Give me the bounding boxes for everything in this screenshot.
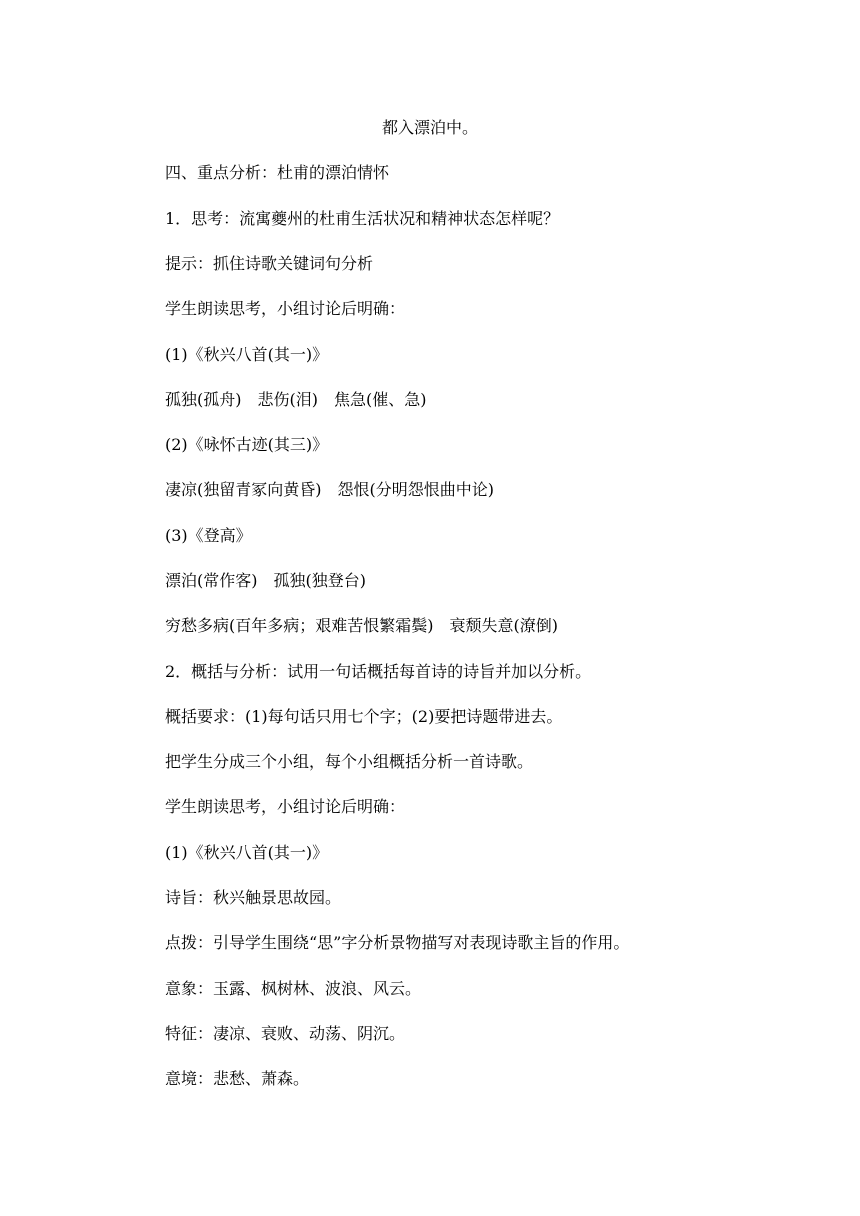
continued-sentence: 都入漂泊中。 bbox=[381, 118, 478, 137]
poem-3-analysis-a: 漂泊(常作客) 孤独(独登台) bbox=[165, 571, 366, 590]
student-instruction: 学生朗读思考，小组讨论后明确： bbox=[165, 299, 406, 318]
guidance: 点拨：引导学生围绕“思”字分析景物描写对表现诗歌主旨的作用。 bbox=[165, 933, 630, 952]
section-heading: 四、重点分析：杜甫的漂泊情怀 bbox=[165, 163, 390, 182]
poem-1-analysis: 孤独(孤舟) 悲伤(泪) 焦急(催、急) bbox=[165, 390, 427, 409]
poem-2-analysis: 凄凉(独留青冢向黄昏) 怨恨(分明怨恨曲中论) bbox=[165, 480, 494, 499]
question-2: 2．概括与分析：试用一句话概括每首诗的诗旨并加以分析。 bbox=[165, 662, 592, 681]
mood: 意境：悲愁、萧森。 bbox=[165, 1069, 310, 1088]
poem-title-1-again: (1)《秋兴八首(其一)》 bbox=[165, 843, 329, 862]
poem-title-1: (1)《秋兴八首(其一)》 bbox=[165, 345, 329, 364]
student-instruction-2: 学生朗读思考，小组讨论后明确： bbox=[165, 797, 406, 816]
poem-theme: 诗旨：秋兴触景思故园。 bbox=[165, 888, 342, 907]
group-instruction: 把学生分成三个小组，每个小组概括分析一首诗歌。 bbox=[165, 752, 534, 771]
poem-title-3: (3)《登高》 bbox=[165, 526, 252, 545]
poem-3-analysis-b: 穷愁多病(百年多病；艰难苦恨繁霜鬓) 衰颓失意(潦倒) bbox=[165, 616, 558, 635]
features: 特征：凄凉、衰败、动荡、阴沉。 bbox=[165, 1024, 406, 1043]
imagery: 意象：玉露、枫树林、波浪、风云。 bbox=[165, 979, 422, 998]
summary-requirements: 概括要求：(1)每句话只用七个字；(2)要把诗题带进去。 bbox=[165, 707, 563, 726]
poem-title-2: (2)《咏怀古迹(其三)》 bbox=[165, 435, 329, 454]
hint: 提示：抓住诗歌关键词句分析 bbox=[165, 254, 374, 273]
question-1: 1．思考：流寓夔州的杜甫生活状况和精神状态怎样呢？ bbox=[165, 209, 560, 228]
